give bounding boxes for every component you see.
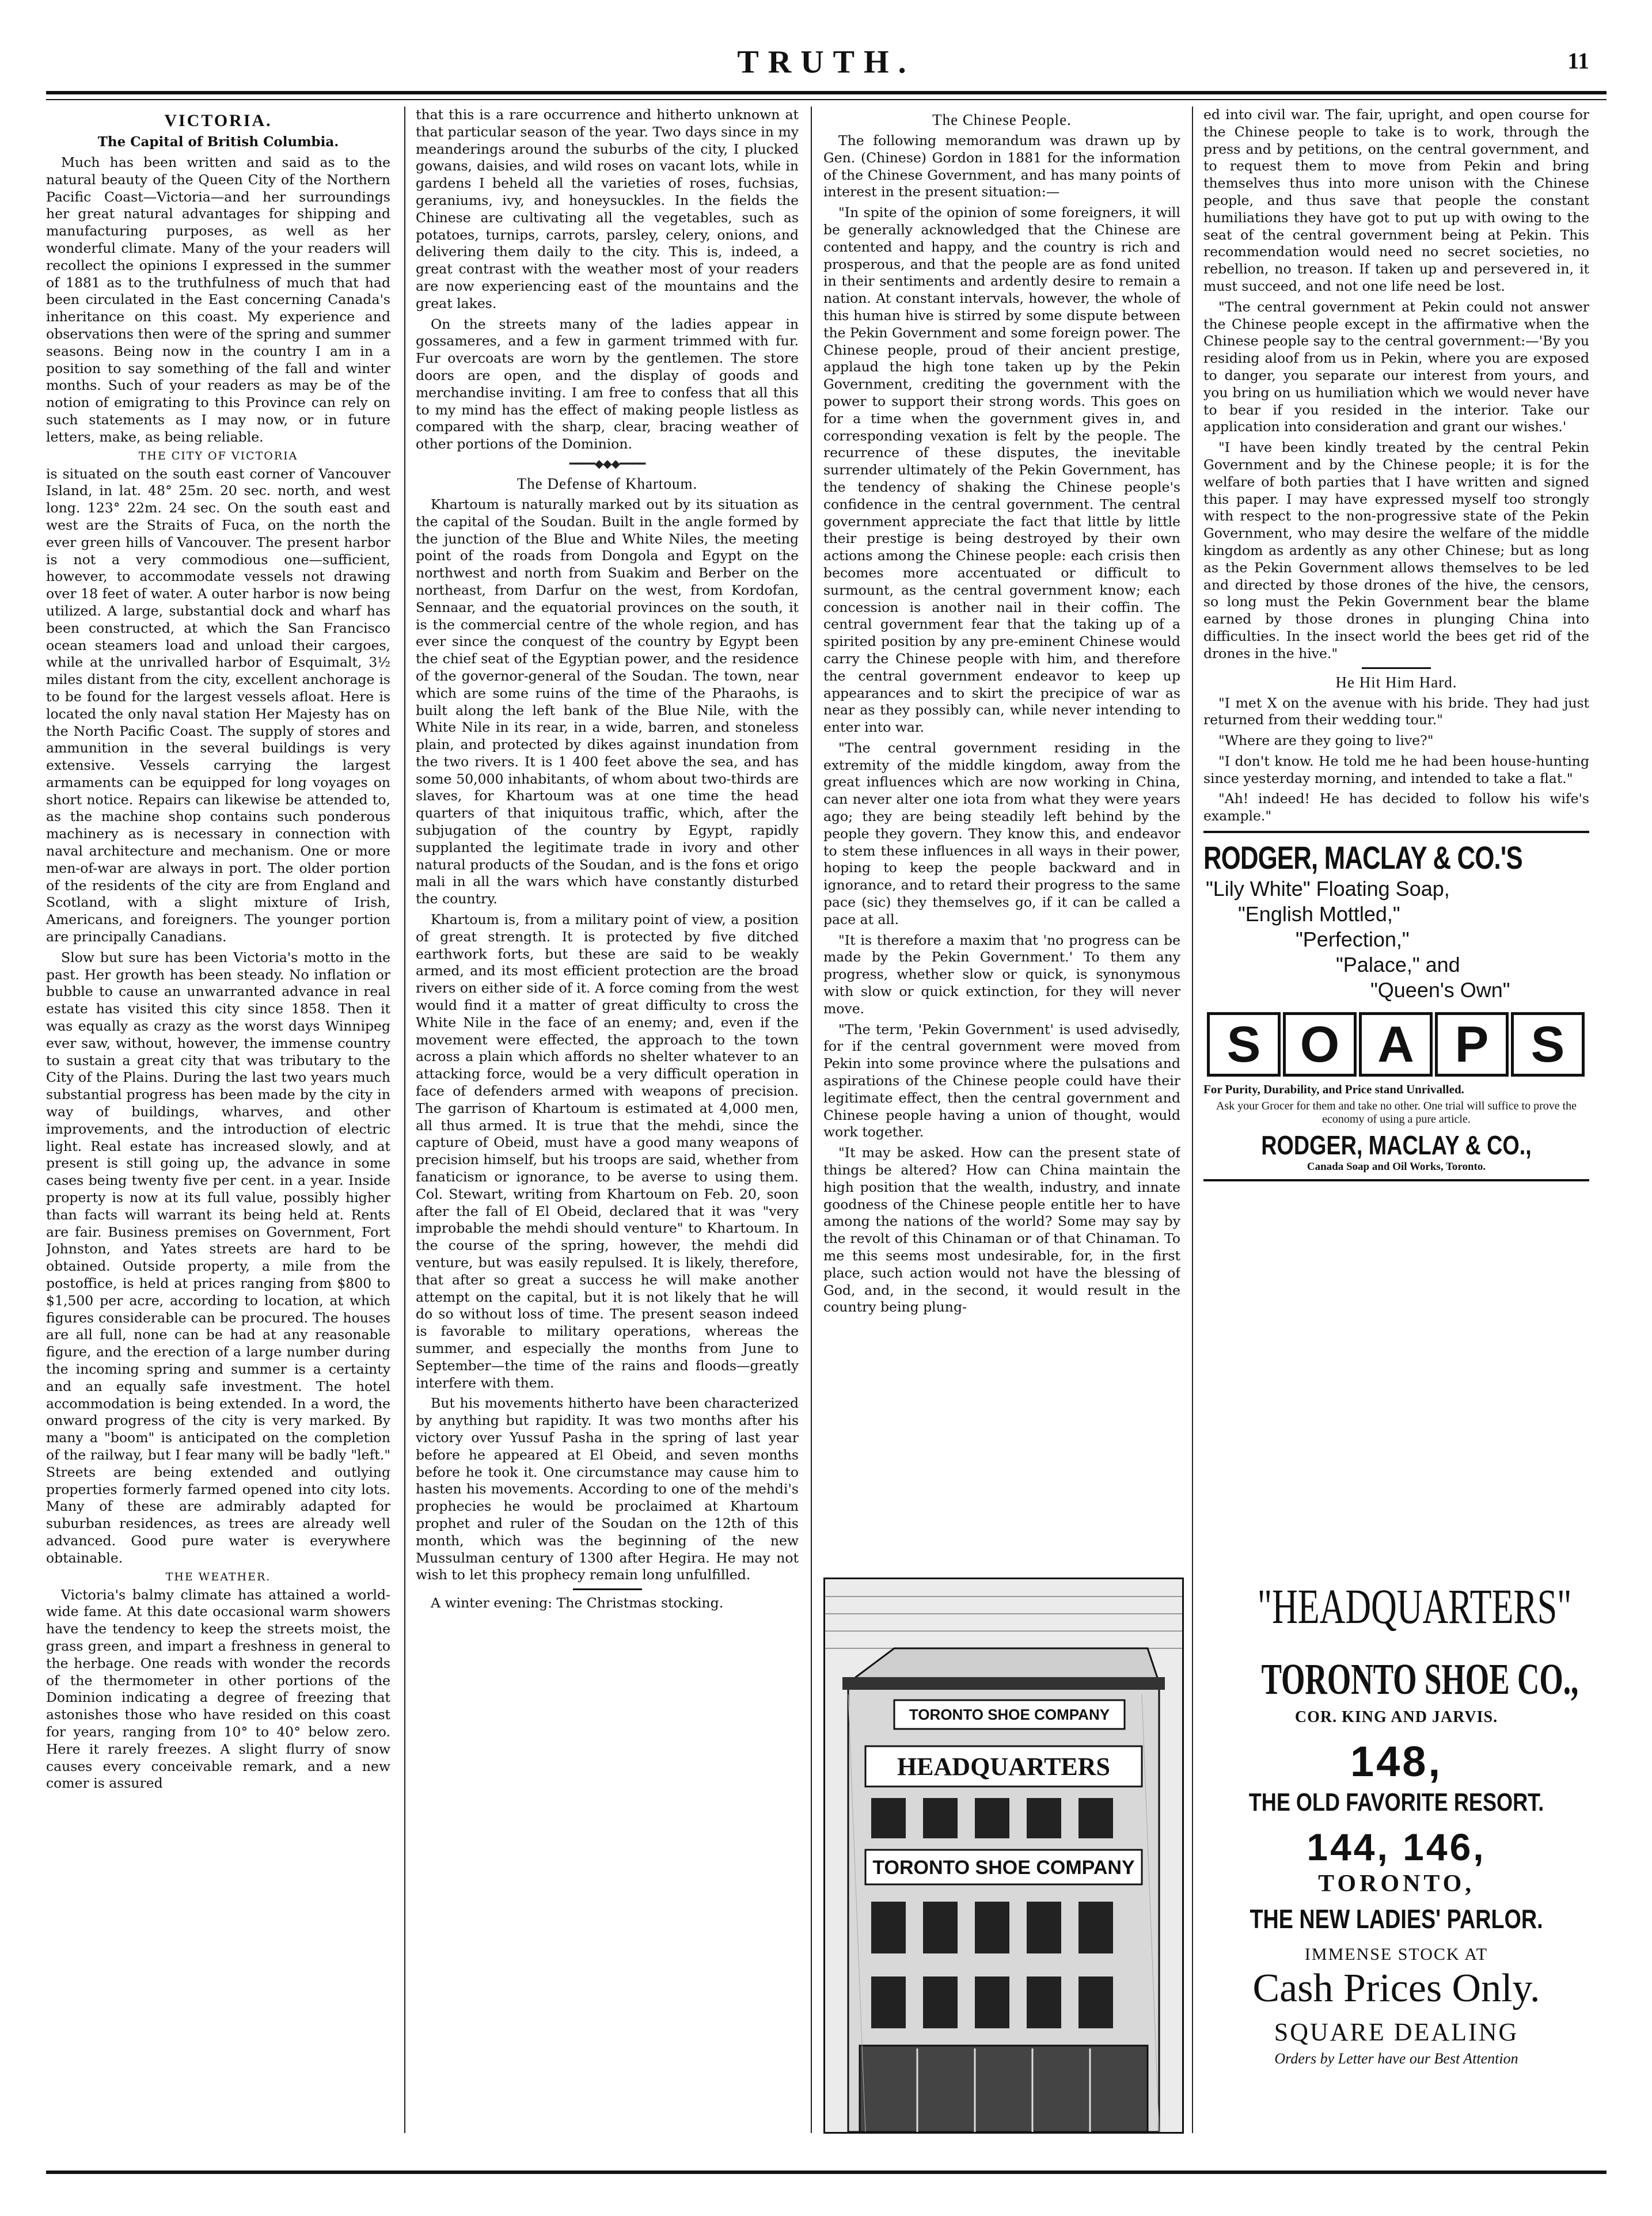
article-paragraph: "Ah! indeed! He has decided to follow his wife's example." (1203, 790, 1589, 824)
column-3 (823, 107, 1180, 1572)
footer-rule (46, 2171, 1607, 2174)
ad-maker-subtitle: Canada Soap and Oil Works, Toronto. (1307, 1161, 1486, 1173)
article-paragraph: "Where are they going to live?" (1218, 732, 1434, 749)
ad-cash-line: Cash Prices Only. (1252, 1966, 1540, 2010)
ornament-divider: ━━━━◆◆◆━━━━ (569, 456, 645, 470)
ad-product-line: "Queen's Own" (1370, 978, 1510, 1002)
article-heading-chinese: The Chinese People. (932, 111, 1072, 128)
soaps-letter: P (1435, 1012, 1509, 1077)
soap-advertisement (1203, 831, 1589, 1181)
masthead (46, 40, 1607, 86)
ad-note: Ask your Grocer for them and take no other. One trial will suffice to prove the economy of using a pure article. (1216, 1100, 1577, 1126)
article-paragraph: "It may be asked. How can the present state of things be altered? How can China maintain the high position that the wealth, industry, and innate goodness of the Chinese people entitle her to have among the nations of the world? Some may say by the revolt of this Chinaman or of that Chinaman. To me this seems most undesirable, for, in the first place, such action would not have the blessing of God, and, in the second, it would result in the country being plung- (823, 1145, 1180, 1316)
soaps-letter: A (1359, 1012, 1433, 1077)
ad-product-line: "Lily White" Floating Soap, (1206, 877, 1450, 901)
ad-stock-line: IMMENSE STOCK AT (1304, 1945, 1488, 1964)
ad-street-number: 148, (1350, 1738, 1443, 1785)
sign-text: TORONTO SHOE COMPANY (872, 1857, 1135, 1879)
article-paragraph: Khartoum is naturally marked out by its situation as the capital of the Soudan. Built in the angle formed by the junction of the Blue and White Niles, the meeting point of the roads from Dongola and Egypt on the northwest and north from Suakim and Berber on the northeast, from Darfur on the west, from Kordofan, Sennaar, and the equatorial provinces on the south, it is the commercial centre of the whole region, and has ever since the conquest of the country by Egypt been the chief seat of the Egyptian power, and the residence of the governor-general of the Soudan. The town, near which are some ruins of the time of the Pharaohs, is built along the left bank of the Blue Nile, with the White Nile in its rear, in a wide, barren, and stoneless plain, and protected by dikes against inundation from the two rivers. It is 1 400 feet above the sea, and has some 50,000 inhabitants, of whom about two-thirds are slaves, for Khartoum was at one time the head quarters of that iniquitous traffic, which, after the subjugation of the country by Egypt, rapidly supplanted the legitimate trade in ivory and other natural products of the Soudan, and is the fons et origo mali in all the wars which have constantly disturbed the country. (416, 496, 799, 907)
soaps-letter: S (1511, 1012, 1585, 1077)
ad-orders-line: Orders by Letter have our Best Attention (1274, 2050, 1518, 2067)
ad-city: TORONTO, (1318, 1871, 1475, 1897)
soaps-letter: S (1207, 1012, 1281, 1077)
sign-text: TORONTO SHOE COMPANY (909, 1706, 1110, 1723)
article-paragraph: "It is therefore a maxim that 'no progress can be made by the Pekin Government.' To them any progress, whether slow or quick, is synonymous with slow or quick extinction, for they will never move. (823, 932, 1180, 1017)
header-rule-thin (46, 99, 1607, 100)
building-engraving-image (825, 1579, 1182, 2132)
ad-product-line: "Palace," and (1336, 953, 1460, 977)
sign-text: HEADQUARTERS (897, 1753, 1111, 1781)
ad-address: COR. KING AND JARVIS. (1294, 1708, 1498, 1726)
section-subhead: THE CITY OF VICTORIA (138, 449, 298, 462)
column-divider (1192, 107, 1193, 2133)
column-1 (46, 107, 390, 2133)
article-heading-victoria: VICTORIA. (164, 111, 272, 130)
article-paragraph: A winter evening: The Christmas stocking. (431, 1595, 724, 1611)
ad-headline: "HEADQUARTERS" (1257, 1579, 1572, 1634)
soaps-letter: O (1283, 1012, 1357, 1077)
article-paragraph: ed into civil war. The fair, upright, and open course for the Chinese people to take is to work, through the press and by petitions, on the central government, and to request them to move from Pekin and bring themselves thus into more unison with the Chinese people, and thus save that people the constant humiliations they have got to put up with owing to the seat of the central government being at Pekin. This recommendation would need no secret societies, no rebellion, no treason. If taken up and persevered in, it must succeed, and not one life need be lost. (1203, 107, 1589, 294)
article-heading-hit: He Hit Him Hard. (1335, 673, 1457, 691)
divider (1362, 667, 1431, 669)
newspaper-title: TRUTH. (737, 44, 916, 80)
ad-tagline: For Purity, Durability, and Price stand Unrivalled. (1203, 1082, 1464, 1097)
ad-product-line: "English Mottled," (1238, 902, 1400, 926)
article-paragraph: Slow but sure has been Victoria's motto in the past. Her growth has been steady. No inflation or bubble to cause an unwarranted advance in real estate has visited this city since 1858. Then it was equally as crazy as the worst days Winnipeg ever saw, without, however, the immense country to sustain a great city that was tributary to the City of the Plains. During the last two years much substantial progress has been made by the city in way of buildings, wharves, and other improvements, and the introduction of electric light. Real estate has increased slowly, and at present is still going up, the advance in some cases being twenty five per cent. in a year. Inside property is now at its full value, possibly higher than facts will warrant its being held at. Rents are fair. Business premises on Government, Fort Johnston, and Yates streets are hard to be obtained. Outside property, a mile from the postoffice, is held at prices ranging from $800 to $1,500 per acre, according to location, at which figures considerable can be procured. The houses are all full, none can be had at any reasonable figure, and the erection of a large number during the incoming spring and summer is a certainty and an equally safe investment. The hotel accommodation is being extended. In a word, the onward progress of the city is very marked. By many a "boom" is anticipated on the completion of the railway, but I fear many will be badly "left." Streets are being extended and outlying properties formerly farmed opened into city lots. Many of these are admirably adapted for suburban residences, as trees are already well advanced. Good pure water is everywhere obtainable. (46, 949, 390, 1566)
column-2 (416, 107, 799, 2133)
shoe-store-illustration (823, 1578, 1184, 2134)
article-paragraph: Victoria's balmy climate has attained a world-wide fame. At this date occasional warm showers have the tendency to keep the streets moist, the grass green, and impart a freshness in general to the herbage. One reads with wonder the records of the thermometer in other portions of the Dominion indicating a degree of freezing that astonishes those who have resided on this coast for years, ranging from 10° to 40° below zero. Here it rarely freezes. A slight flurry of snow causes every conceivable remark, and a new comer is assured (46, 1586, 390, 1792)
article-paragraph: "I don't know. He told me he had been house-hunting since yesterday morning, and intended to take a flat." (1203, 752, 1589, 786)
article-paragraph: "The term, 'Pekin Government' is used advisedly, for if the central government were moved from Pekin into some province where the pulsations and aspirations of the Chinese people could have their legitimate effect, then the central government and Chinese people having a union of thought, would work together. (823, 1021, 1180, 1141)
article-paragraph: But his movements hitherto have been characterized by anything but rapidity. It was two months after his victory over Yussuf Pasha in the spring of last year before he appeared at El Obeid, and seven months before he took it. One circumstance may cause him to hasten his movements. According to one of the mehdi's prophecies he would be proclaimed at Khartoum prophet and ruler of the Soudan on the 12th of this month, which was the beginning of the new Mussulman century of 1300 after Hegira. He may not wish to let this prophecy remain long unfulfilled. (416, 1395, 799, 1583)
article-paragraph: is situated on the south east corner of Vancouver Island, in lat. 48° 25m. 20 sec. north, and west long. 123° 22m. 24 sec. On the south east and west are the Straits of Fuca, on the north the ever green hills of Vancouver. The present harbor is not a very commodious one—sufficient, however, to accommodate vessels not drawing over 18 feet of water. A outer harbor is now being utilized. A large, substantial dock and wharf has been constructed, at which the San Francisco ocean steamers load and unload their cargoes, while at the unrivalled harbor of Esquimalt, 3½ miles distant from the city, excellent anchorage is to be found for the largest vessels afloat. Here is located the only naval station Her Majesty has on the North Pacific Coast. The supply of stores and ammunition in the several buildings is very extensive. Vessels carrying the largest armaments can be equipped for long voyages on short notice. Repairs can likewise be attended to, as the machine shop contains such ponderous machinery as is necessary in connection with naval architecture and mechanism. One or more men-of-war are always in port. The older portion of the residents of the city are from England and Scotland, with a slight mixture of Irish, Americans, and foreigners. The younger portion are principally Canadians. (46, 465, 390, 945)
shoe-advertisement (1203, 1578, 1589, 2130)
column-4 (1203, 107, 1589, 1572)
article-paragraph: "I met X on the avenue with his bride. They had just returned from their wedding tour." (1203, 694, 1589, 728)
article-paragraph: "The central government at Pekin could not answer the Chinese people except in the affirmative when the Chinese people say to the central government:—'By you residing aloof from us in Pekin, where you are exposed to danger, you separate our interest from yours, and you bring on us humiliation which we would never have to bear if you resided in the interior. Take our application into consideration and grant our wishes.' (1203, 298, 1589, 435)
ad-company-name: TORONTO SHOE CO., (1261, 1655, 1579, 1704)
article-subheading-victoria: The Capital of British Columbia. (97, 134, 339, 150)
article-paragraph: "I have been kindly treated by the central Pekin Government and by the Chinese people; it is for the welfare of both parties that I have written and signed this paper. I may have expressed myself too strongly with respect to the non-progressive state of the Pekin Government, who may desire the welfare of the middle kingdom as ardently as any other Chinese; but as long as the Pekin Government allows themselves to be led and directed by those drones of the hive, the censors, so long must the Pekin Government bear the blame earned by those drones in plunging China into difficulties. In the insect world the bees get rid of the drones in the hive." (1203, 439, 1589, 662)
page-number: 11 (1567, 48, 1589, 74)
ad-product-line: "Perfection," (1296, 928, 1410, 952)
divider (573, 1588, 642, 1590)
ad-maker-name: RODGER, MACLAY & CO., (1261, 1130, 1532, 1161)
article-paragraph: On the streets many of the ladies appear in gossameres, and a few in garment trimmed with fur. Fur overcoats are worn by the gentlemen. The store doors are open, and the display of goods and merchandise inviting. I am free to confess that all this to my mind has the effect of making people listless as compared with the sharp, clear, bracing weather of other portions of the Dominion. (416, 316, 799, 453)
column-divider (811, 107, 812, 2133)
ad-square-dealing: SQUARE DEALING (1274, 2018, 1519, 2046)
article-paragraph: "The central government residing in the extremity of the middle kingdom, away from the great influences which are now working in China, can never alter one iota from what they were years ago; they are being steadily left behind by the people they govern. They know this, and endeavor to stem these influences in all ways in their power, hoping to keep the people backward and in ignorance, and to retard their progress to the same pace (sic) they themselves go, if it can be called a pace at all. (823, 739, 1180, 928)
ad-company-name: RODGER, MACLAY & CO.'S (1203, 839, 1522, 876)
article-paragraph: that this is a rare occurrence and hitherto unknown at that particular season of the year. Two days since in my meanderings around the suburbs of the city, I plucked gowans, daisies, and wild roses on vacant lots, while in gardens I beheld all the varieties of roses, fuchsias, geraniums, ivy, and honeysuckles. In the fields the Chinese are cultivating all the vegetables, such as potatoes, turnips, carrots, parsley, celery, onions, and delivering them daily to the city. This is, indeed, a great contrast with the weather most of your readers are now experiencing east of the mountains and the great lakes. (416, 107, 799, 311)
article-paragraph: Much has been written and said as to the natural beauty of the Queen City of the Northern Pacific Coast—Victoria—and her surroundings her great natural advantages for shipping and manufacturing purposes, as well as her wonderful climate. Many of the your readers will recollect the opinions I expressed in the summer of 1881 as to the truthfulness of much that had been circulated in the East concerning Canada's inheritance on this coast. My experience and observations then were of the spring and summer seasons. Being now in the country I am in a position to say something of the fall and winter months. Such of your readers as may be of the notion of emigrating to this Province can rely on such statements as I may now, or in future letters, make, as being reliable. (46, 154, 390, 445)
article-paragraph: Khartoum is, from a military point of view, a position of great strength. It is protected by five ditched earthwork forts, but these are said to be weakly armed, and its most efficient protection are the broad rivers on either side of it. A force coming from the west would find it a matter of great difficulty to cross the White Nile in the face of an enemy; and, even if the movement were effected, the approach to the town across a plain which affords no shelter whatever to an attacking force, would be a very difficult operation in face of defenders armed with weapons of precision. The garrison of Khartoum is estimated at 4,000 men, all thus armed. It is true that the mehdi, since the capture of Obeid, must have a good many weapons of precision himself, but his troops are said, whether from fanaticism or ignorance, to be averse to using them. Col. Stewart, writing from Khartoum on Feb. 20, soon after the fall of El Obeid, declared that it was "very improbable the mehdi should venture" to Khartoum. In the course of the spring, however, the mehdi did venture, but was easily repulsed. It is likely, therefore, that after so great a success he will make another attempt on the capital, but it is not likely that he will do so without loss of time. The present season indeed is favorable to military operations, whereas the summer, and especially the months from June to September—the time of the rains and floods—greatly interfere with them. (416, 911, 799, 1391)
article-heading-khartoum: The Defense of Khartoum. (517, 474, 698, 492)
soaps-logo (1207, 1012, 1589, 1077)
section-subhead: THE WEATHER. (165, 1570, 271, 1583)
ad-resort-line: THE OLD FAVORITE RESORT. (1248, 1788, 1544, 1816)
header-rule (46, 91, 1607, 94)
article-paragraph: "In spite of the opinion of some foreigners, it will be generally acknowledged that the Chinese are contented and happy, and the country is rich and prosperous, and that the people are as fond united in their sentiments and ardently desire to remain a nation. At constant intervals, however, the whole of this human hive is stirred by some dispute between the Pekin Government and some foreign power. The Chinese people, proud of their ancient prestige, applaud the high tone taken up by the Pekin Government, crediting the government with the power to support their strong words. This goes on for a time when the government gives in, and corresponding vexation is felt by the people. The recurrence of these disputes, the inevitable surrender ultimately of the Pekin Government, has the tendency of shaking the Chinese people's confidence in the central government. The central government appreciate the fact that little by little their prestige is being destroyed by their own actions among the Chinese people: each crisis then becomes more accentuated or difficult to surmount, as the central government know; each concession is another nail in their coffin. The central government fear that the taking up of a spirited position by any pre-eminent Chinese would carry the Chinese people with him, and therefore the central government endeavor to keep up appearances and to skirt the precipice of war as near as they possibly can, while never intending to enter into war. (823, 204, 1180, 736)
ad-parlor-line: THE NEW LADIES' PARLOR. (1250, 1904, 1543, 1934)
ad-street-numbers: 144, 146, (1307, 1826, 1486, 1868)
column-divider (404, 107, 405, 2133)
article-paragraph: The following memorandum was drawn up by Gen. (Chinese) Gordon in 1881 for the information of the Chinese Government, and has many points of interest in the present situation:— (823, 132, 1180, 200)
